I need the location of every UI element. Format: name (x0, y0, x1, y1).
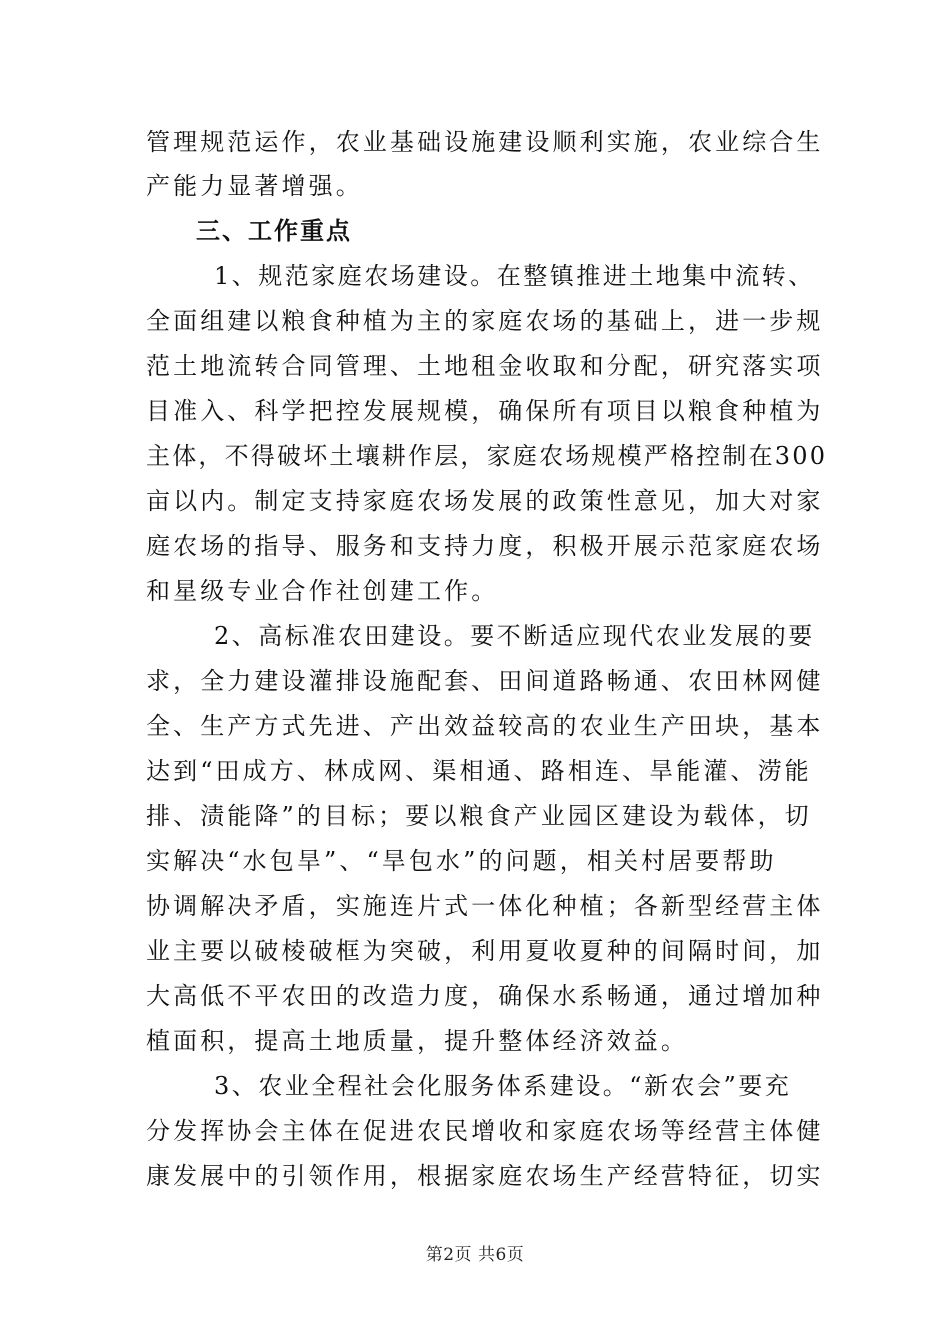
body-line: 范土地流转合同管理、土地租金收取和分配，研究落实项 (146, 352, 824, 380)
body-line: 亩以内。制定支持家庭农场发展的政策性意见，加大对家 (146, 487, 824, 515)
section-heading: 三、工作重点 (196, 217, 352, 245)
body-line: 大高低不平农田的改造力度，确保水系畅通，通过增加种 (146, 982, 824, 1010)
body-line: 管理规范运作，农业基础设施建设顺利实施，农业综合生 (146, 128, 824, 156)
body-line: 产能力显著增强。 (146, 172, 363, 200)
body-line: 3、农业全程社会化服务体系建设。“新农会”要充 (214, 1072, 792, 1100)
body-line: 业主要以破棱破框为突破，利用夏收夏种的间隔时间，加 (146, 937, 824, 965)
page-number-footer: 第2页 共6页 (425, 1245, 525, 1265)
body-line: 主体，不得破坏土壤耕作层，家庭农场规模严格控制在300 (146, 442, 828, 470)
body-line: 目准入、科学把控发展规模，确保所有项目以粮食种植为 (146, 397, 824, 425)
body-line: 植面积，提高土地质量，提升整体经济效益。 (146, 1027, 688, 1055)
body-line: 全面组建以粮食种植为主的家庭农场的基础上，进一步规 (146, 307, 824, 335)
body-line: 和星级专业合作社创建工作。 (146, 577, 499, 605)
body-line: 1、规范家庭农场建设。在整镇推进土地集中流转、 (214, 262, 815, 290)
body-line: 分发挥协会主体在促进农民增收和家庭农场等经营主体健 (146, 1117, 824, 1145)
body-line: 实解决“水包旱”、“旱包水”的问题，相关村居要帮助 (146, 847, 777, 875)
body-line: 康发展中的引领作用，根据家庭农场生产经营特征，切实 (146, 1162, 824, 1190)
body-line: 全、生产方式先进、产出效益较高的农业生产田块，基本 (146, 712, 824, 740)
body-line: 排、渍能降”的目标；要以粮食产业园区建设为载体，切 (146, 802, 812, 830)
body-line: 协调解决矛盾，实施连片式一体化种植；各新型经营主体 (146, 892, 824, 920)
body-line: 庭农场的指导、服务和支持力度，积极开展示范家庭农场 (146, 532, 824, 560)
body-line: 2、高标准农田建设。要不断适应现代农业发展的要 (214, 622, 815, 650)
body-line: 达到“田成方、林成网、渠相通、路相连、旱能灌、涝能 (146, 757, 812, 785)
body-line: 求，全力建设灌排设施配套、田间道路畅通、农田林网健 (146, 667, 824, 695)
